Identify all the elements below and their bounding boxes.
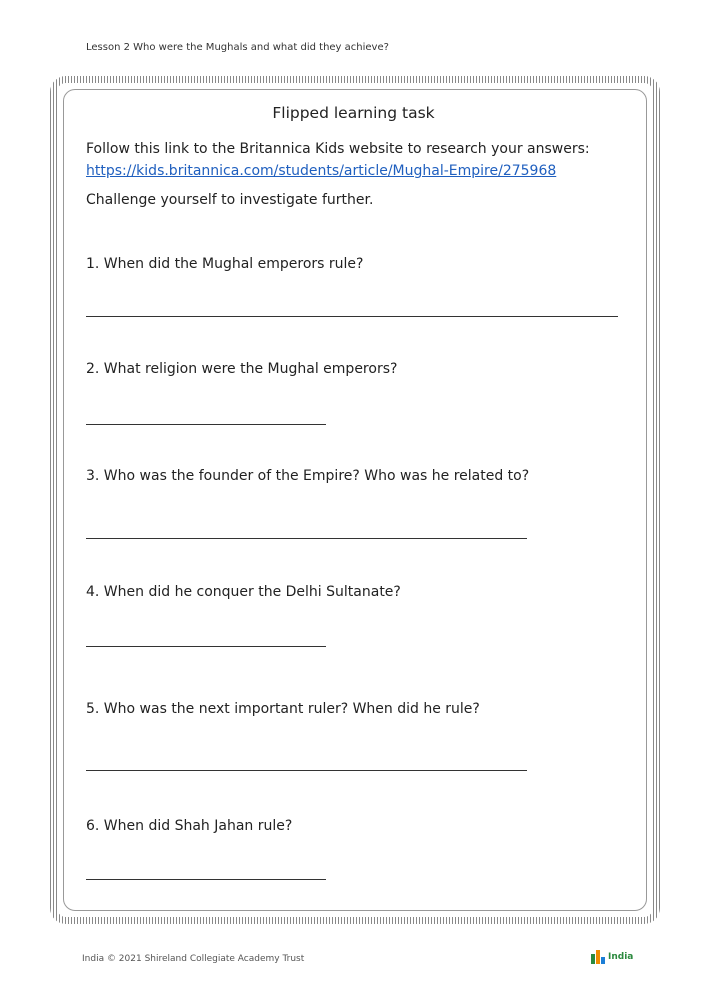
india-logo (591, 950, 633, 964)
answer-line-5[interactable] (86, 770, 527, 771)
lesson-header: Lesson 2 Who were the Mughals and what did they achieve? (86, 42, 389, 53)
task-frame-inner-border (63, 89, 647, 911)
footer-copyright: India © 2021 Shireland Collegiate Academy Trust (82, 954, 305, 964)
intro-text: Follow this link to the Britannica Kids website to research your answers: (86, 141, 590, 157)
india-logo-icon (591, 950, 606, 964)
india-logo-text: India (608, 952, 634, 962)
britannica-link[interactable]: https://kids.britannica.com/students/article/Mughal-Empire/275968 (86, 163, 557, 179)
question-2: 2. What religion were the Mughal emperors? (86, 361, 398, 377)
answer-line-3[interactable] (86, 538, 527, 539)
challenge-text: Challenge yourself to investigate further. (86, 192, 374, 208)
question-1: 1. When did the Mughal emperors rule? (86, 256, 364, 272)
question-5: 5. Who was the next important ruler? When did he rule? (86, 701, 480, 717)
question-4: 4. When did he conquer the Delhi Sultanate? (86, 584, 401, 600)
answer-line-6[interactable] (86, 879, 326, 880)
task-intro (86, 138, 626, 182)
task-title: Flipped learning task (272, 104, 435, 122)
answer-line-1[interactable] (86, 316, 618, 317)
answer-line-4[interactable] (86, 646, 326, 647)
answer-line-2[interactable] (86, 424, 326, 425)
question-3: 3. Who was the founder of the Empire? Who was he related to? (86, 468, 530, 484)
question-6: 6. When did Shah Jahan rule? (86, 818, 293, 834)
